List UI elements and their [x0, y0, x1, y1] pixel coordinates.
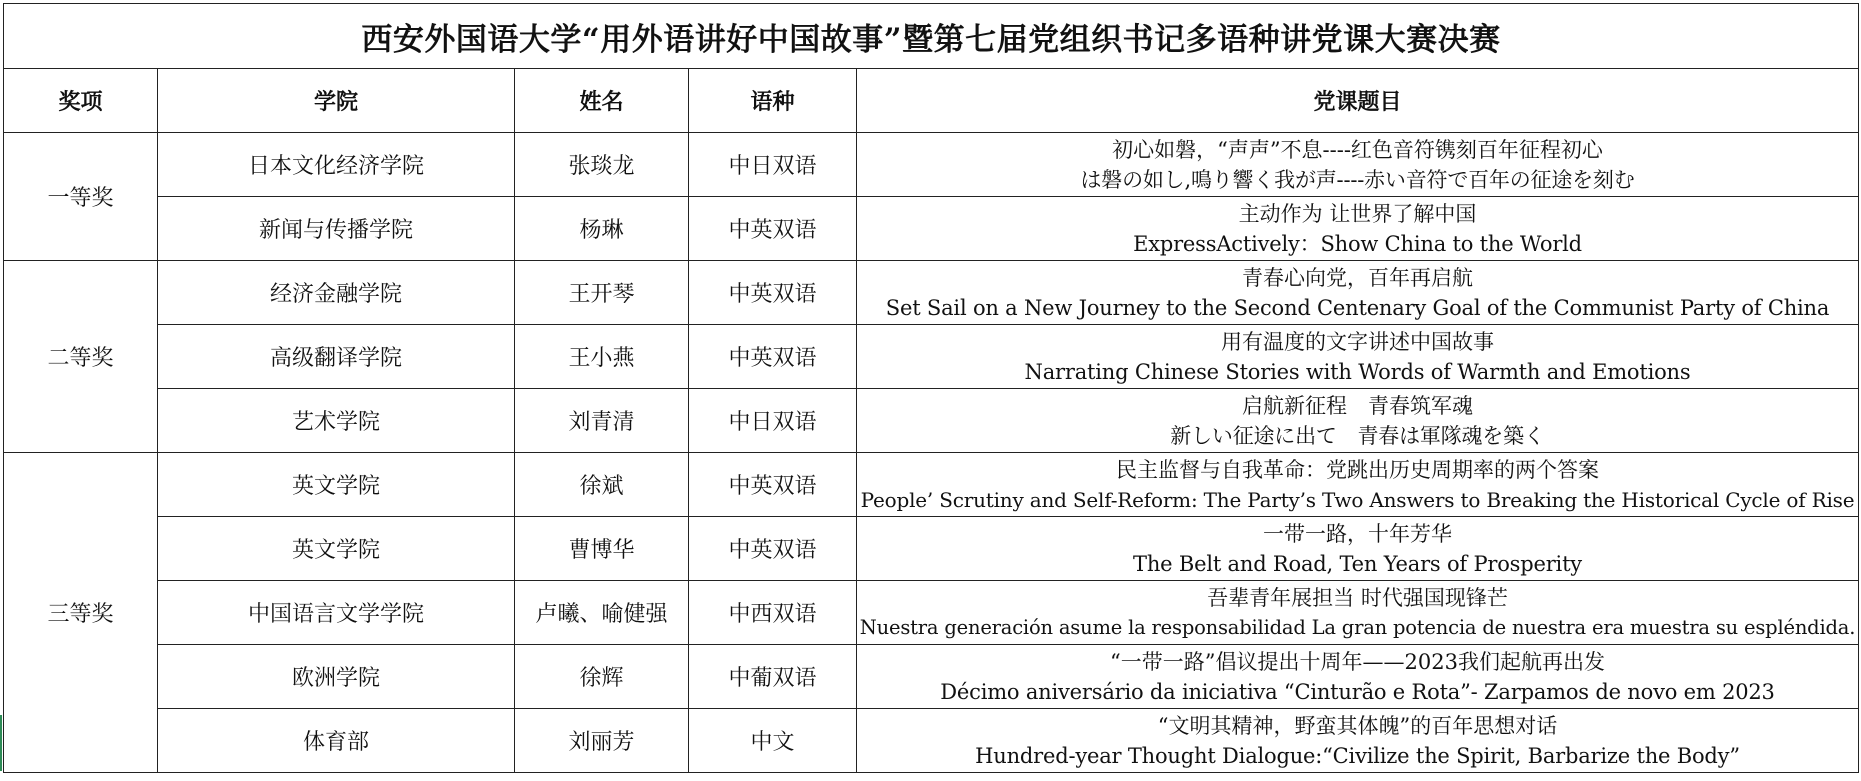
college-cell: 英文学院: [158, 517, 515, 581]
table-title: 西安外国语大学“用外语讲好中国故事”暨第七届党组织书记多语种讲党课大赛决赛: [4, 4, 1859, 69]
college-cell: 高级翻译学院: [158, 325, 515, 389]
topic-foreign: Set Sail on a New Journey to the Second Centenary Goal of the Communist Party of China: [885, 295, 1830, 320]
topic-chinese: 民主监督与自我革命：党跳出历史周期率的两个答案: [1116, 457, 1599, 482]
language-cell: 中日双语: [689, 389, 857, 453]
table-row: [4, 645, 1859, 709]
name-cell: 杨琳: [515, 197, 689, 261]
award-third: 三等奖: [4, 453, 158, 773]
topic-chinese: “文明其精神，野蛮其体魄”的百年思想对话: [1157, 713, 1558, 738]
college-cell: 欧洲学院: [158, 645, 515, 709]
table-row: [4, 581, 1859, 645]
table-row: [4, 261, 1859, 325]
name-cell: 徐斌: [515, 453, 689, 517]
topic-cell: [857, 645, 1859, 709]
language-cell: 中文: [689, 709, 857, 773]
language-cell: 中英双语: [689, 261, 857, 325]
topic-foreign: People’ Scrutiny and Self-Reform: The Party’s Two Answers to Breaking the Historical Cycle of Rise: [860, 487, 1855, 512]
table-row: [4, 453, 1859, 517]
topic-foreign: The Belt and Road, Ten Years of Prosperity: [1133, 551, 1582, 576]
award-first: 一等奖: [4, 133, 158, 261]
topic-foreign: Hundred-year Thought Dialogue:“Civilize the Spirit, Barbarize the Body”: [975, 743, 1740, 768]
topic-chinese: 用有温度的文字讲述中国故事: [1221, 329, 1494, 354]
topic-cell: [857, 133, 1859, 197]
table-row: [4, 133, 1859, 197]
college-cell: 经济金融学院: [158, 261, 515, 325]
language-cell: 中英双语: [689, 453, 857, 517]
language-cell: 中英双语: [689, 325, 857, 389]
name-cell: 王开琴: [515, 261, 689, 325]
topic-chinese: 吾辈青年展担当 时代强国现锋芒: [1207, 585, 1508, 610]
award-second: 二等奖: [4, 261, 158, 453]
topic-chinese: 青春心向党，百年再启航: [1242, 265, 1473, 290]
college-cell: 日本文化经济学院: [158, 133, 515, 197]
name-cell: 刘丽芳: [515, 709, 689, 773]
table-row: [4, 709, 1859, 773]
competition-results-table: [3, 3, 1859, 773]
topic-cell: [857, 389, 1859, 453]
topic-cell: [857, 261, 1859, 325]
topic-cell: [857, 709, 1859, 773]
topic-foreign: Décimo aniversário da iniciativa “Cinturão e Rota”- Zarpamos de novo em 2023: [940, 679, 1775, 704]
topic-cell: [857, 517, 1859, 581]
table-row: [4, 197, 1859, 261]
name-cell: 王小燕: [515, 325, 689, 389]
topic-foreign: Narrating Chinese Stories with Words of Warmth and Emotions: [1024, 359, 1691, 384]
header-college: 学院: [158, 69, 515, 133]
name-cell: 徐辉: [515, 645, 689, 709]
language-cell: 中日双语: [689, 133, 857, 197]
topic-foreign: ExpressActively：Show China to the World: [1133, 231, 1582, 256]
title-row: [4, 4, 1859, 69]
topic-foreign: 新しい征途に出て 青春は軍隊魂を築く: [1170, 423, 1545, 448]
topic-cell: [857, 453, 1859, 517]
topic-chinese: 主动作为 让世界了解中国: [1238, 201, 1477, 226]
header-language: 语种: [689, 69, 857, 133]
college-cell: 体育部: [158, 709, 515, 773]
topic-cell: [857, 325, 1859, 389]
name-cell: 卢曦、喻健强: [515, 581, 689, 645]
header-row: [4, 69, 1859, 133]
topic-chinese: 初心如磐，“声声”不息----红色音符镌刻百年征程初心: [1112, 137, 1603, 162]
college-cell: 艺术学院: [158, 389, 515, 453]
name-cell: 张琰龙: [515, 133, 689, 197]
topic-foreign: Nuestra generación asume la responsabilidad La gran potencia de nuestra era muestra su espléndida.: [859, 615, 1856, 639]
topic-chinese: 一带一路，十年芳华: [1263, 521, 1452, 546]
name-cell: 刘青清: [515, 389, 689, 453]
topic-cell: [857, 197, 1859, 261]
header-name: 姓名: [515, 69, 689, 133]
language-cell: 中葡双语: [689, 645, 857, 709]
table-row: [4, 389, 1859, 453]
college-cell: 中国语言文学学院: [158, 581, 515, 645]
college-cell: 新闻与传播学院: [158, 197, 515, 261]
college-cell: 英文学院: [158, 453, 515, 517]
table-row: [4, 517, 1859, 581]
language-cell: 中英双语: [689, 517, 857, 581]
name-cell: 曹博华: [515, 517, 689, 581]
selection-marker: [0, 715, 2, 771]
table-row: [4, 325, 1859, 389]
topic-chinese: “一带一路”倡议提出十周年——2023我们起航再出发: [1110, 649, 1605, 674]
language-cell: 中英双语: [689, 197, 857, 261]
topic-chinese: 启航新征程 青春筑军魂: [1242, 393, 1473, 418]
topic-foreign: は磐の如し,鳴り響く我が声----赤い音符で百年の征途を刻む: [1080, 167, 1635, 192]
header-award: 奖项: [4, 69, 158, 133]
language-cell: 中西双语: [689, 581, 857, 645]
topic-cell: [857, 581, 1859, 645]
header-topic: 党课题目: [857, 69, 1859, 133]
